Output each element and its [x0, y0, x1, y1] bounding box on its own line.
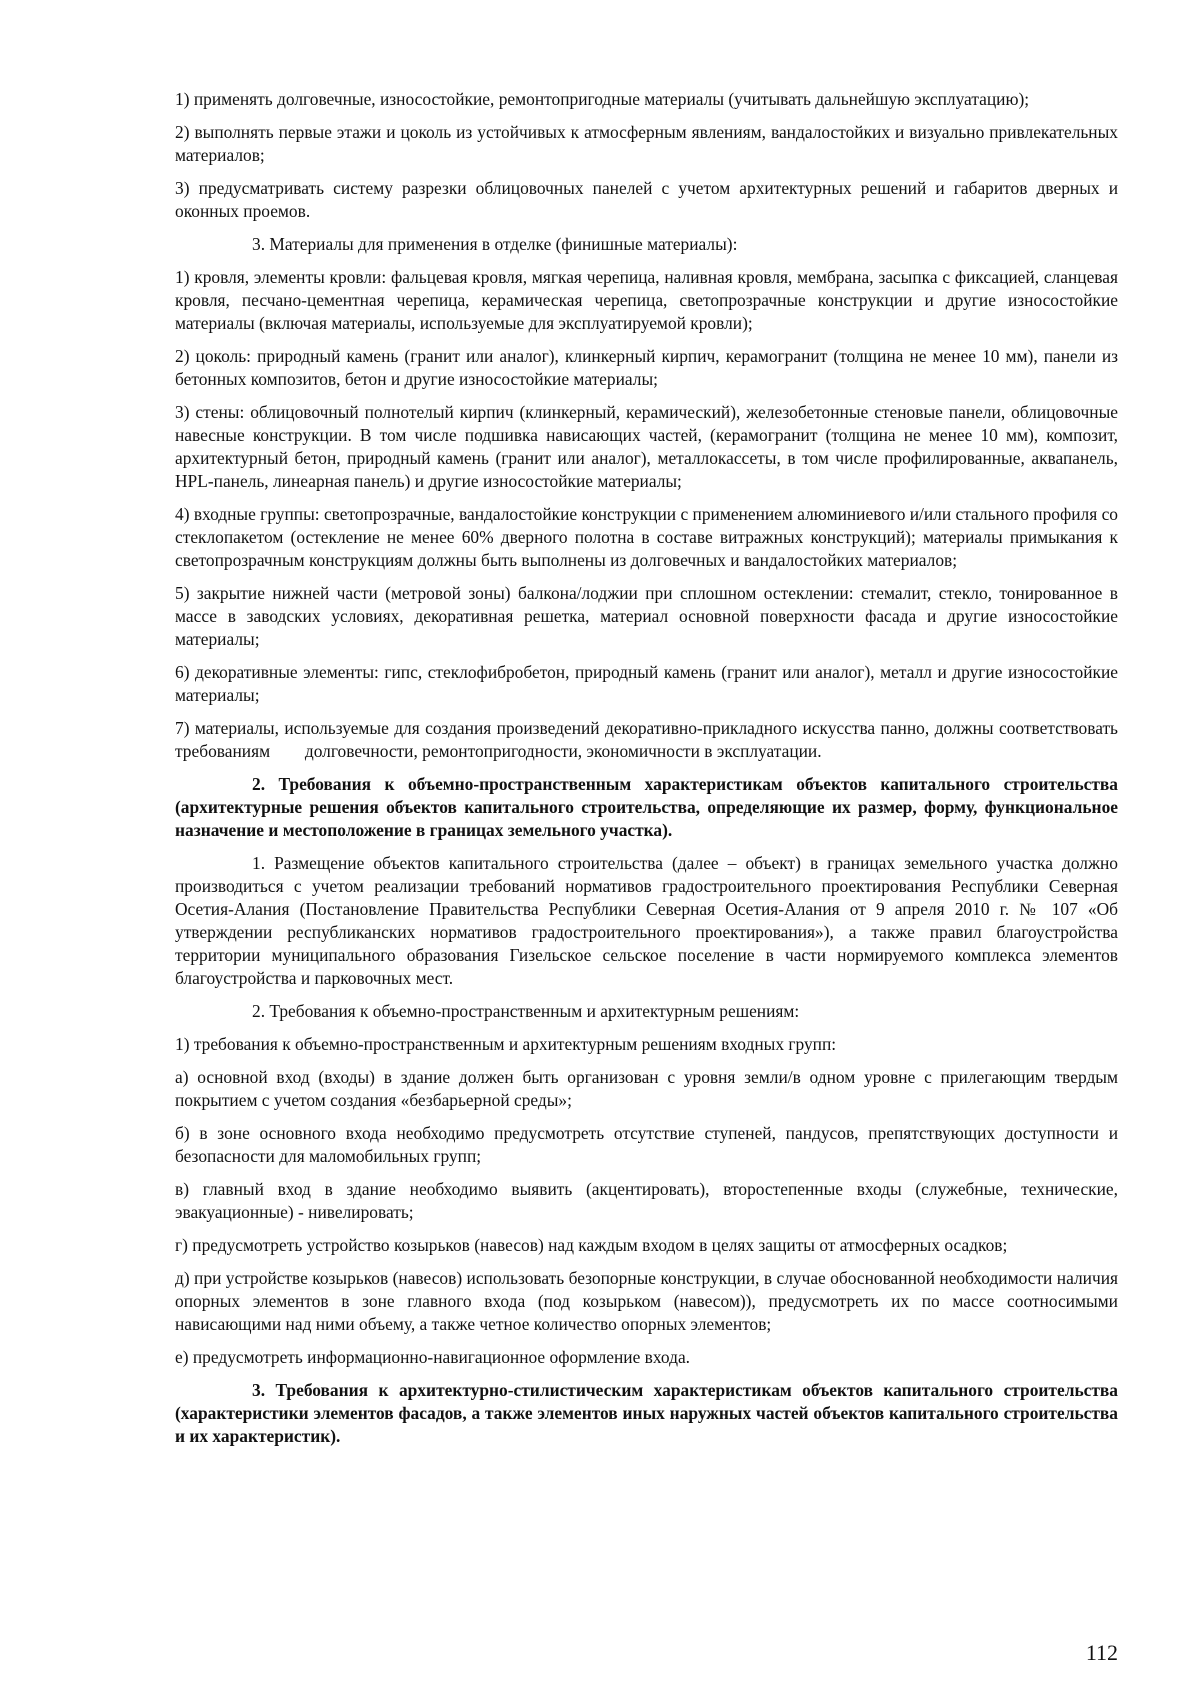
paragraph-placement: 1. Размещение объектов капитального строительства (далее – объект) в границах земельного участка должно производиться с учетом реализации требований нормативов градостроительного проектирования Республики Северная Осетия-Алания (Постановление Правительства Республики Северная Осетия-Алания от 9 апреля 2010 г. № 107 «Об утверждении республиканских нормативов градостроительного проектирования»), а также правил благоустройства территории муниципального образования Гизельское сельское поселение в части нормируемого комплекса элементов благоустройства и парковочных мест. [175, 853, 1118, 988]
list-item: 3) предусматривать систему разрезки облицовочных панелей с учетом архитектурных решений и габаритов дверных и оконных проемов. [175, 178, 1118, 221]
section-heading-volume-requirements: 2. Требования к объемно-пространственным характеристикам объектов капитального строительства (архитектурные решения объектов капитального строительства, определяющие их размер, форму, функциональное назначение и местоположение в границах земельного участка). [175, 774, 1118, 840]
section-heading-materials: 3. Материалы для применения в отделке (финишные материалы): [252, 234, 738, 254]
list-item: 2) цоколь: природный камень (гранит или аналог), клинкерный кирпич, керамогранит (толщина не менее 10 мм), панели из бетонных композитов, бетон и другие износостойкие материалы; [175, 346, 1118, 389]
list-item: е) предусмотреть информационно-навигационное оформление входа. [175, 1347, 691, 1367]
list-item: 1) требования к объемно-пространственным и архитектурным решениям входных групп: [175, 1034, 837, 1054]
list-item: 1) кровля, элементы кровли: фальцевая кровля, мягкая черепица, наливная кровля, мембрана, засыпка с фиксацией, сланцевая кровля, песчано-цементная черепица, керамическая черепица, светопрозрачные конструкции и другие износостойкие материалы (включая материалы, используемые для эксплуатируемой кровли); [175, 267, 1118, 333]
list-item: 2) выполнять первые этажи и цоколь из устойчивых к атмосферным явлениям, вандалостойких и визуально привлекательных материалов; [175, 122, 1118, 165]
page-number: 112 [1085, 1640, 1118, 1665]
list-item: 1) применять долговечные, износостойкие, ремонтопригодные материалы (учитывать дальнейшую эксплуатацию); [175, 89, 1030, 109]
paragraph-requirements: 2. Требования к объемно-пространственным и архитектурным решениям: [252, 1001, 800, 1021]
list-item: 4) входные группы: светопрозрачные, вандалостойкие конструкции с применением алюминиевого и/или стального профиля со стеклопакетом (остекление не менее 60% дверного полотна в составе витражных конструкций); материалы примыкания к светопрозрачным конструкциям должны быть выполнены из долговечных и вандалостойких материалов; [175, 504, 1118, 570]
list-item: д) при устройстве козырьков (навесов) использовать безопорные конструкции, в случае обоснованной необходимости наличия опорных элементов в зоне главного входа (под козырьком (навесом)), предусмотреть их по массе соотносимыми нависающими над ними объему, а также четное количество опорных элементов; [175, 1268, 1118, 1334]
list-item: а) основной вход (входы) в здание должен быть организован с уровня земли/в одном уровне с прилегающим твердым покрытием с учетом создания «безбарьерной среды»; [175, 1067, 1118, 1110]
list-item: в) главный вход в здание необходимо выявить (акцентировать), второстепенные входы (служебные, технические, эвакуационные) - нивелировать; [175, 1179, 1118, 1222]
list-item: 6) декоративные элементы: гипс, стеклофибробетон, природный камень (гранит или аналог), металл и другие износостойкие материалы; [175, 662, 1118, 705]
page-body [175, 88, 1123, 1458]
list-item: б) в зоне основного входа необходимо предусмотреть отсутствие ступеней, пандусов, препятствующих доступности и безопасности для маломобильных групп; [175, 1123, 1118, 1166]
section-heading-style-requirements: 3. Требования к архитектурно-стилистическим характеристикам объектов капитального строительства (характеристики элементов фасадов, а также элементов иных наружных частей объектов капитального строительства и их характеристик). [175, 1380, 1118, 1446]
list-item: 3) стены: облицовочный полнотелый кирпич (клинкерный, керамический), железобетонные стеновые панели, облицовочные навесные конструкции. В том числе подшивка нависающих частей, (керамогранит (толщина не менее 10 мм), композит, архитектурный бетон, природный камень (гранит или аналог), металлокассеты, в том числе профилированные, аквапанель, HPL-панель, линеарная панель) и другие износостойкие материалы; [175, 402, 1118, 491]
list-item: 7) материалы, используемые для создания произведений декоративно-прикладного искусства панно, должны соответствовать требованиям долговечности, ремонтопригодности, экономичности в эксплуатации. [175, 718, 1123, 761]
list-item: г) предусмотреть устройство козырьков (навесов) над каждым входом в целях защиты от атмосферных осадков; [175, 1235, 1008, 1255]
list-item: 5) закрытие нижней части (метровой зоны) балкона/лоджии при сплошном остеклении: стемалит, стекло, тонированное в массе в заводских условиях, декоративная решетка, материал основной поверхности фасада и другие износостойкие материалы; [175, 583, 1118, 649]
